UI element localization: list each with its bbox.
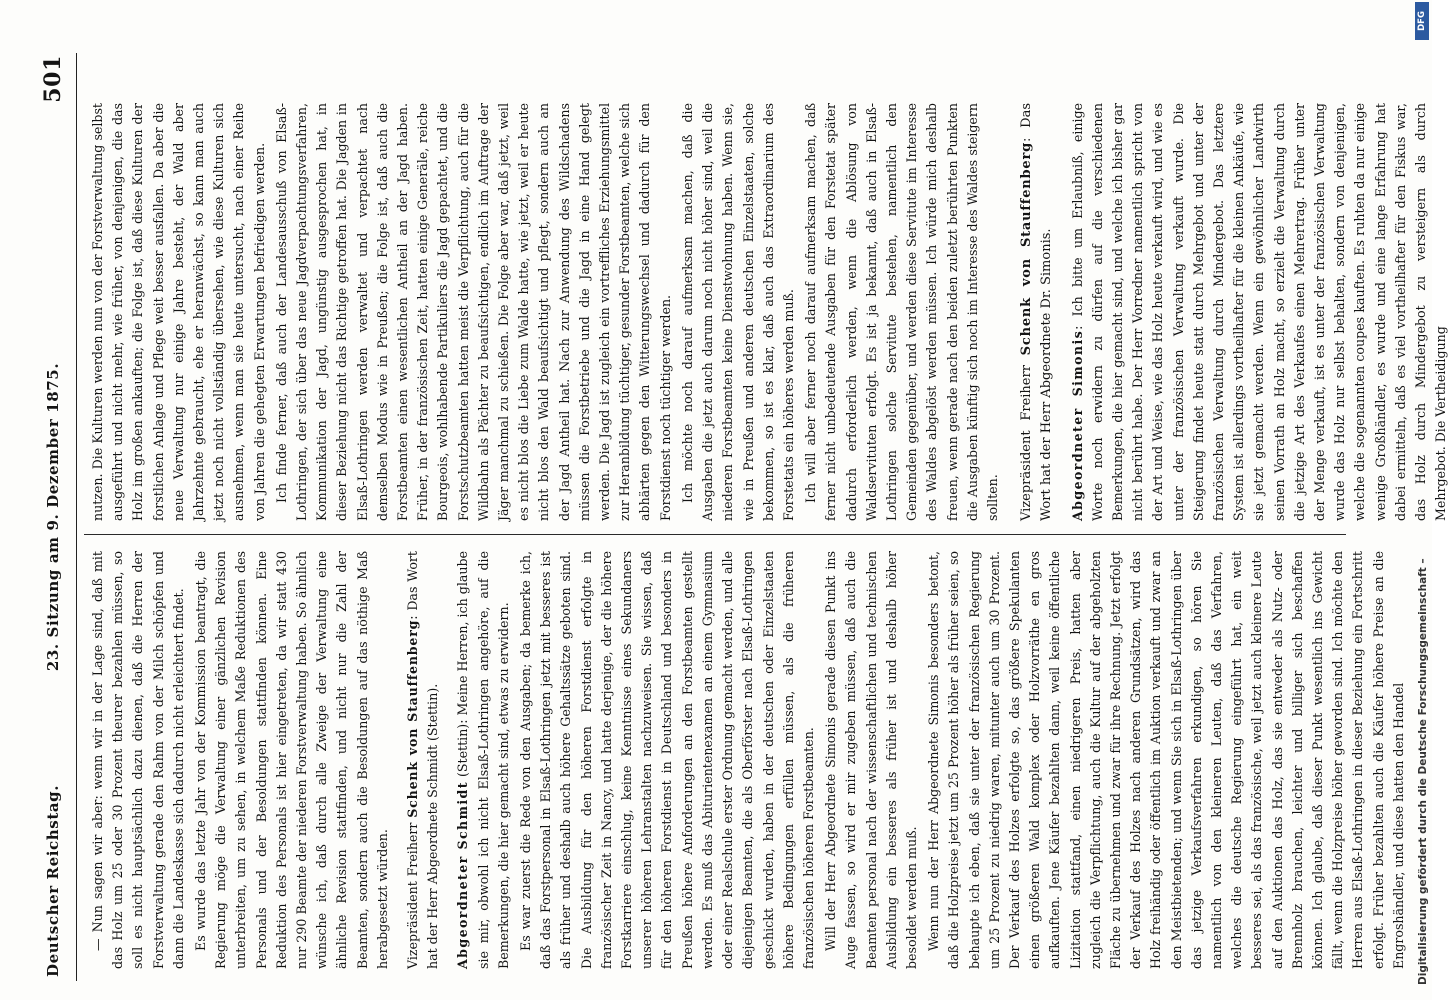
paragraph: Ich finde ferner, daß auch der Landesausschuß von Elsaß-Lothringen, der sich über das neue Jagdverpachtungsverfahren, Kommunikation der Jagd, ungünstig ausgesprochen hat, in dieser Beziehung nicht das Richtige getroffen hat. Die Jagden in Elsaß-Lothringen werden verwaltet und verpachtet nach demselben Modus wie in Preußen; die Folge ist, daß auch die Forstbeamten einen wesentlichen Antheil an der Jagd haben. Früher, in der französischen Zeit, hatten einige Generäle, reiche Bourgeois, wohlhabende Partikuliers die Jagd gepachtet, und die Forstschutzbeamten hatten meist die Verpflichtung, auch für die Wildbahn als Pächter zu beaufsichtigen, endlich im Auftrage der Jäger manchmal zu schießen. Die Folge aber war, daß jetzt, weil es nicht blos die Liebe zum Walde hatte, wie jetzt, weil er heute nicht blos den Wald beaufsichtigt und pflegt, sondern auch an der Jagd Antheil hat. Nach zur Anwendung des Wildschadens müssen die Forstbetriebe und die Jagd in eine Hand gelegt werden. Die Jagd ist zugleich ein vortreffliches Erziehungsmittel zur Heranbildung tüchtiger, gesunder Forstbeamten, welche sich abhärten gegen den Witterungswechsel und dadurch für den Forstdienst noch tüchtiger werden. [273,103,673,521]
dfg-logo-text: DFG [1417,11,1427,31]
chair-announcement [1017,103,1057,521]
speaker-name: Abgeordneter Simonis [1069,329,1085,521]
digitization-credit: Digitalisierung gefördert durch die Deutsche Forschungsgemeinschaft – [1417,558,1429,985]
chair-name: Schenk von Stauffenberg [1019,141,1035,356]
speaker-name: Abgeordneter Schmidt [455,781,471,969]
paragraph: Ich möchte noch darauf aufmerksam machen, daß die Ausgaben die jetzt auch darum noch nicht höher sind, weil die niederen Forstbeamten keine Dienstwohnung haben. Wenn sie, wie in Preußen und anderen deutschen Einzelstaaten, solche bekommen, so ist es klar, daß auch das Extraordinarium des Forstetats ein höheres werden muß. [679,103,796,521]
right-column [88,103,1449,521]
paragraph: Ich will aber ferner noch darauf aufmerksam machen, daß ferner nicht unbedeutende Ausgaben für den Forstetat später dadurch erforderlich werden, wenn die Ablösung von Waldservituten erfolgt. Es ist ja bekannt, daß auch in Elsaß-Lothringen solche Servitute bestehen, namentlich den Gemeinden gegenüber, und werden diese Servitute im Interesse des Waldes abgelöst werden müssen. Ich würde mich deshalb freuen, wenn gerade nach den beiden zuletzt berührten Punkten die Ausgaben künftig sich noch im Interesse des Waldes steigern sollten. [803,103,1000,521]
speech-text: (Stettin): Meine Herren, ich glaube sie mir, obwohl ich nicht Elsaß-Lothringen angehöre, auf die Bemerkungen, die hier gemacht sind, etwas zu erwidern. [455,551,511,969]
paragraph: Es war zuerst die Rede von den Ausgaben; da bemerke ich, daß das Forstpersonal in Elsaß-Lothringen jetzt mit besseres ist als früher und deshalb auch höhere Gehaltssätze geboten sind. Die Ausbildung für den höheren Forstdienst erfolgte in französischer Zeit in Nancy, und hatte derjenige, der die höhere Forstkarriere einschlug, keine Kenntnisse eines Sekundaners unserer höheren Lehranstalten nachzuweisen. Sie wissen, daß für den höheren Forstdienst in Deutschland und besonders in Preußen höhere Anforderungen an den Forstbeamten gestellt werden. Es muß das Abiturientenexamen an einem Gymnasium oder einer Realschule erster Ordnung gemacht werden, und alle diejenigen Beamten, die als Oberförster nach Elsaß-Lothringen geschickt wurden, haben in der deutschen oder Einzelstaaten höhere Bedingungen erfüllen müssen, als die früheren französischen höheren Forstbeamten. [518,551,816,969]
paragraph: Will der Herr Abgeordnete Simonis gerade diesen Punkt ins Auge fassen, so wird er mir zugeben müssen, daß auch die Beamten personal nach der wissenschaftlichen und technischen Ausbildung ein besseres als früher ist und deshalb höher besoldet werden muß. [823,551,919,969]
paragraph: Es wurde das letzte Jahr von der Kommission beantragt, die Regierung möge die Verwaltung einer gänzlichen Revision unterbreiten, um zu sehen, in welchem Maße Reduktionen des Personals und der Besoldungen stattfinden können. Eine Reduktion des Personals ist hier eingetreten, da wir statt 430 nur 290 Beamte der niederen Forstverwaltung haben. So ähnlich wünsche ich, daß durch alle Zweige der Verwaltung eine ähnliche Revision stattfinden, und nicht nur die Zahl der Beamten, sondern auch die Besoldungen auf das nöthige Maß herabgesetzt würden. [193,551,390,969]
chair-announcement [403,551,443,969]
left-column [88,551,1406,969]
speech-start [1068,103,1451,521]
paragraph: Wenn nun der Herr Abgeordnete Simonis besonders betont, daß die Holzpreise jetzt um 25 Prozent höher als früher seien, so behaupte ich eben, daß sie unter der französischen Regierung um 25 Prozent zu niedrig waren, mitunter auch um 30 Prozent. Der Verkauf des Holzes erfolgte so, das größere Spekulanten einen größeren Wald komplex oder Holzvorräthe en gros aufkauften. Jene Käufer bezahlten dann, weil keine öffentliche Lizitation stattfand, einen niedrigeren Preis, hatten aber zugleich die Verpflichtung, auch die Kultur auf der abgeholzten Fläche zu übernehmen und zwar für ihre Rechnung. Jetzt erfolgt der Verkauf des Holzes nach anderen Grundsätzen, wird das Holz freihändig oder öffentlich im Auktion verkauft und zwar an den Meistbietenden; und wenn Sie sich in Elsaß-Lothringen über das jetzige Verkaufsverfahren erkundigen, so hören Sie namentlich von den kleineren Leuten, daß das Verfahren, welches die deutsche Regierung eingeführt hat, ein weit besseres sei, als das französische, weil jetzt auch kleinere Leute auf den Auktionen das Holz, das sie entweder als Nutz- oder Brennholz brauchen, leichter und billiger sich beschaffen können. Ich glaube, daß dieser Punkt wesentlich ins Gewicht fällt, wenn die Holzpreise höher geworden sind. Ich möchte den Herren aus Elsaß-Lothringen in dieser Beziehung ein Fortschritt erfolgt. Früher bezahlten auch die Käufer höhere Preise an die Engroshändler, und diese hatten den Handel [926,551,1406,969]
chair-text: : Das Wort hat der Herr Abgeordnete Dr. Simonis. [1019,103,1055,521]
dfg-logo [1415,2,1429,40]
page-header [34,49,90,985]
header-publication: Deutscher Reichstag. [44,784,62,977]
chair-title: Vizepräsident Freiherr [1019,365,1035,521]
column-divider [84,534,1346,535]
header-rule [76,53,77,981]
speech-text: : Ich bitte um Erlaubniß, einige Worte noch erwidern zu dürfen auf die verschiedenen Bemerkungen, die hier gemacht sind, und welche ich bisher gar nicht berührt habe. Der Herr Vorredner namentlich spricht von der Art und Weise, wie das Holz heute verkauft wird, und wie es unter der französischen Verwaltung verkauft wurde. Die Steigerung findet heute statt durch Mehrgebot und unter der französischen Verwaltung durch Mindergebot. Das letztere System ist allerdings vortheilhafter für die kleinen Ankäufe, wie sie jetzt gemacht werden. Wenn ein gewöhnlicher Landwirth seinen Vorrath an Holz macht, so erzielt die Verwaltung durch die jetzige Art des Verkaufes einen Mehrertrag. Früher unter der Menge verkauft, ist es unter der französischen Verwaltung wurde das Holz nur selbst behalten, sondern von denjenigen, welche die sogenannten coupes kauften. Es ruhten da nur einige wenige Großhändler, es wurde und eine lange Erfahrung hat dabei ermitteln, daß es viel vortheilhafter für den Fiskus war, das Holz durch Mindergebot zu versteigern als durch Mehrgebot. Die Vertheidigung [1069,103,1449,521]
paragraph: nutzen. Die Kulturen werden nun von der Forstverwaltung selbst ausgeführt und nicht mehr, wie früher, von denjenigen, die das Holz im großen ankauften; die Folge ist, daß diese Kulturen der forstlichen Anlage und Pflege weit besser ausfallen. Da aber die neue Verwaltung nur einige Jahre besteht, der Wald aber Jahrzehnte gebraucht, ehe er heranwächst, so kann man auch jetzt noch nicht vollständig übersehen, wie diese Kulturen sich ausnehmen, wenn man sie heute untersucht, nach einer Reihe von Jahren die gehegten Erwartungen befriedigen werden. [90,103,267,521]
header-session: 23. Sitzung am 9. Dezember 1875. [44,362,62,672]
page-number: 501 [40,55,66,103]
speech-start [453,551,514,969]
chair-title: Vizepräsident Freiherr [405,822,421,969]
chair-text: : Das Wort hat der Herr Abgeordnete Schmidt (Stettin). [405,551,441,969]
chair-name: Schenk von Stauffenberg [405,619,421,818]
paragraph: — Nun sagen wir aber: wenn wir in der Lage sind, daß mit das Holz um 25 oder 30 Prozent theurer bezahlen müssen, so soll es nicht hauptsächlich dazu dienen, daß die Herren der Forstverwaltung gerade den Rahm von der Milch schöpfen und dann die Landeskasse sich dadurch nicht erleichtert findet. [90,551,186,969]
